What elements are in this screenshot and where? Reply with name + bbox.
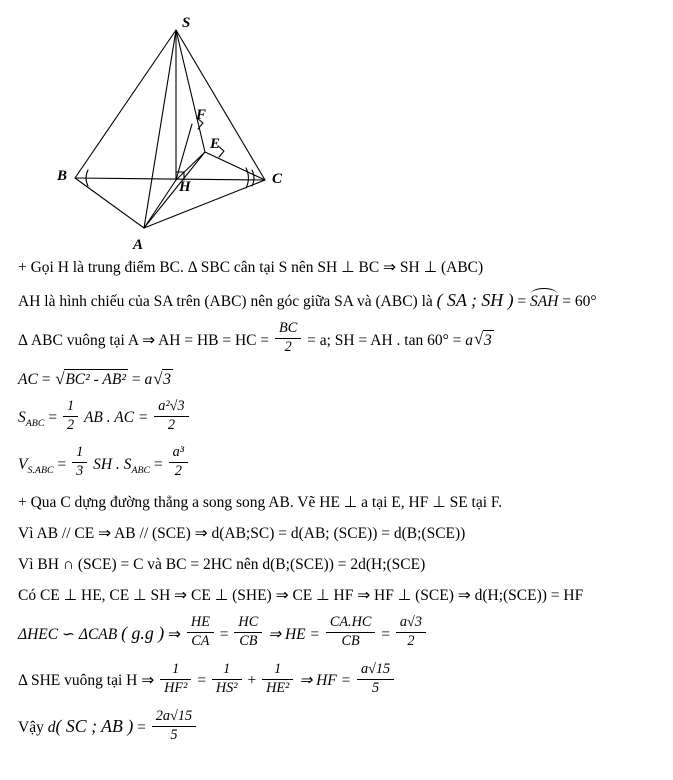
line12-text-before: Δ SHE vuông tại H ⇒ xyxy=(18,672,155,690)
line2-angle-value: = 60° xyxy=(562,292,597,310)
line11-sim-lhs: ΔHEC xyxy=(18,625,59,643)
line4-eq: = xyxy=(41,371,51,389)
solution-line-ac xyxy=(18,369,655,390)
line11-frac-he-ca: $\frac{HE}{CA}$ xyxy=(187,614,214,651)
edge-SA xyxy=(144,30,176,228)
line11-eq2: = xyxy=(381,625,391,643)
solution-line-construct-parallel: + Qua C dựng đường thẳng a song song AB. Vẽ HE ⊥ a tại E, HF ⊥ SE tại F. xyxy=(18,494,503,512)
line12-frac-result: $\frac{a√15}{5}$ xyxy=(357,661,394,698)
line11-sim-note: ( g.g ) xyxy=(121,622,165,643)
solution-line-ce-perp: Có CE ⊥ HE, CE ⊥ SH ⇒ CE ⊥ (SHE) ⇒ CE ⊥ HF ⇒ HF ⊥ (SCE) ⇒ d(H;(SCE)) = HF xyxy=(18,586,584,604)
line13-eq: = xyxy=(137,718,146,736)
edge-BA xyxy=(75,178,144,228)
segment-SE xyxy=(176,30,205,152)
line3-text-before: Δ ABC vuông tại A ⇒ AH = HB = HC = xyxy=(18,331,270,349)
line3-sqrt: √ 3 xyxy=(474,329,492,349)
solution-line-volume xyxy=(18,444,655,484)
line12-frac-1-hf2: $\frac{1}{\text{HF²}}$ xyxy=(160,661,191,698)
solution-line-projection-angle xyxy=(18,289,655,312)
line2-angle-sah: SAH xyxy=(530,289,558,312)
solution-line-midpoint-h: + Gọi H là trung điểm BC. Δ SBC cân tại S nên SH ⊥ BC ⇒ SH ⊥ (ABC) xyxy=(18,259,484,276)
figure-label-C: C xyxy=(272,171,283,187)
solution-line-she-right xyxy=(18,663,655,700)
solution-text xyxy=(0,258,673,747)
line13-d-label: d xyxy=(47,718,56,736)
line5-eq: = xyxy=(48,409,58,427)
line3-frac-bc-2: $\frac{BC}{2}$ xyxy=(275,320,301,357)
line11-eq1: = xyxy=(219,625,229,643)
figure-label-E: E xyxy=(210,136,221,152)
line5-frac-1-2: $\frac{1}{2}$ xyxy=(63,398,78,435)
solution-line-bh-intersect: Vì BH ∩ (SCE) = C và BC = 2HC nên d(B;(SCE)) = 2d(H;(SCE) xyxy=(18,556,426,574)
line12-frac-1-he2: $\frac{1}{\text{HE²}}$ xyxy=(262,661,293,698)
segment-EC xyxy=(205,152,265,180)
line5-mid: AB . AC = xyxy=(83,409,149,427)
edge-HA xyxy=(144,180,176,228)
solution-line-conclusion xyxy=(18,707,655,747)
line13-d-args: ( SC ; AB ) xyxy=(55,715,134,736)
geometry-figure xyxy=(0,0,673,258)
line5-frac-result: $\frac{\text{a²√3}}{2}$ xyxy=(154,398,188,435)
line4-lhs: AC xyxy=(18,371,38,389)
solution-line-right-triangle-abc xyxy=(18,320,655,360)
figure-label-S: S xyxy=(182,15,191,31)
solution-line-distance-ab-sc: Vì AB // CE ⇒ AB // (SCE) ⇒ d(AB;SC) = d(AB; (SCE)) = d(B;(SCE)) xyxy=(18,525,466,543)
line4-sqrt: √ BC² - AB² xyxy=(55,368,126,389)
line11-sim-rhs: ΔCAB xyxy=(78,625,118,643)
line13-frac-result: $\frac{2a√15}{5}$ xyxy=(152,708,196,745)
segment-AE xyxy=(144,152,205,228)
line6-eq: = xyxy=(57,455,67,473)
line11-sim-symbol: ∽ xyxy=(61,625,75,643)
line4-rhs-sqrt: √ 3 xyxy=(153,368,171,389)
figure-label-F: F xyxy=(196,107,207,123)
figure-svg xyxy=(0,0,673,258)
line11-frac-cahc-cb: $\frac{CA.HC}{CB}$ xyxy=(326,614,376,651)
line2-eq: = xyxy=(517,292,527,310)
edge-BC xyxy=(75,178,265,180)
edge-SC xyxy=(176,30,265,180)
line4-rhs-eq: = xyxy=(131,371,141,389)
figure-label-B: B xyxy=(57,168,68,184)
line2-text: AH là hình chiếu của SA trên (ABC) nên góc giữa SA và (ABC) là xyxy=(18,292,433,310)
line11-arrow2: ⇒ HE = xyxy=(268,625,320,643)
solution-line-area-abc xyxy=(18,397,655,437)
line6-frac-result: $\frac{\text{a³}}{2}$ xyxy=(169,444,188,481)
line12-plus: + xyxy=(247,672,257,690)
line4-rhs-coef: a xyxy=(144,371,153,389)
line5-lhs: $S_{ABC}$ xyxy=(18,409,45,430)
line11-arrow: ⇒ xyxy=(168,625,182,643)
line3-text-mid: = a; SH = AH . tan 60° = xyxy=(307,331,462,349)
line12-eq1: = xyxy=(197,672,206,690)
line6-frac-1-3: $\frac{1}{3}$ xyxy=(72,444,87,481)
line11-frac-result: $\frac{a√3}{2}$ xyxy=(396,614,426,651)
line13-text-before: Vậy xyxy=(18,718,44,736)
figure-label-A: A xyxy=(133,237,144,253)
line2-angle-pair: ( SA ; SH ) xyxy=(436,289,514,310)
figure-label-H: H xyxy=(179,179,191,195)
line12-frac-1-hs2: $\frac{1}{\text{HS²}}$ xyxy=(212,661,242,698)
solution-line-similar-triangles xyxy=(18,614,655,654)
line6-lhs: $V_{S.ABC}$ xyxy=(18,455,54,476)
line12-arrow: ⇒ HF = xyxy=(299,672,352,690)
line6-eq2: = xyxy=(154,455,163,473)
angle-mark-C1 xyxy=(252,170,254,186)
edge-SB xyxy=(75,30,176,178)
line3-coef: a xyxy=(465,331,474,349)
line6-mid: SH . $S_{ABC}$ xyxy=(93,455,151,476)
line11-frac-hc-cb: $\frac{HC}{CB}$ xyxy=(234,614,262,651)
